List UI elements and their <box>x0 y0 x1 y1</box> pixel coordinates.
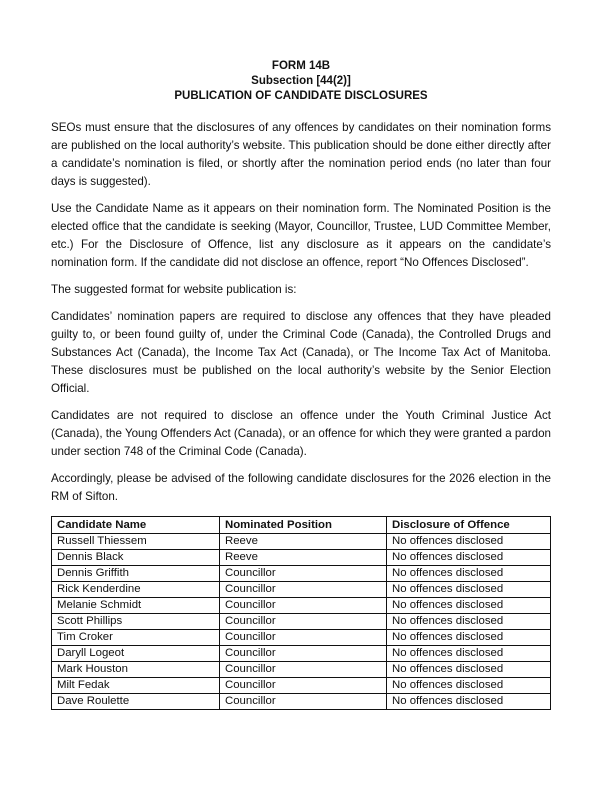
disclosure-cell: No offences disclosed <box>387 630 551 646</box>
position-cell: Councillor <box>220 678 387 694</box>
form-title: PUBLICATION OF CANDIDATE DISCLOSURES <box>174 90 428 102</box>
candidate-disclosures-table <box>51 516 551 710</box>
disclosure-cell: No offences disclosed <box>387 614 551 630</box>
paragraph-exemptions: Candidates are not required to disclose an offence under the Youth Criminal Justice Act (Canada), the Young Offenders Act (Canada), or an offence for which they were granted a pardon under section 748 of the Criminal Code (Canada). <box>51 409 551 458</box>
table-row <box>52 678 551 694</box>
paragraph-suggested-format: The suggested format for website publication is: <box>51 283 297 296</box>
form-header <box>51 59 551 104</box>
candidate-name-cell: Dennis Black <box>52 550 220 566</box>
disclosure-cell: No offences disclosed <box>387 678 551 694</box>
table-row <box>52 598 551 614</box>
paragraph-seo-requirement: SEOs must ensure that the disclosures of any offences by candidates on their nomination forms are published on the local authority’s website. This publication should be done either directly after a candidate’s nomination is filed, or shortly after the nomination period ends (no later than four days is suggested). <box>51 121 551 188</box>
paragraph-disclosure-requirement: Candidates’ nomination papers are required to disclose any offences that they have pleaded guilty to, or been found guilty of, under the Criminal Code (Canada), the Controlled Drugs and Substances Act (Canada), the Income Tax Act (Canada), or The Income Tax Act of Manitoba. These disclosures must be published on the local authority’s website by the Senior Election Official. <box>51 310 551 395</box>
disclosure-cell: No offences disclosed <box>387 566 551 582</box>
disclosure-cell: No offences disclosed <box>387 534 551 550</box>
disclosure-cell: No offences disclosed <box>387 662 551 678</box>
position-cell: Councillor <box>220 614 387 630</box>
table-row <box>52 534 551 550</box>
table-row <box>52 582 551 598</box>
position-cell: Councillor <box>220 662 387 678</box>
disclosure-cell: No offences disclosed <box>387 694 551 710</box>
position-cell: Councillor <box>220 582 387 598</box>
paragraph-advisory: Accordingly, please be advised of the following candidate disclosures for the 2026 election in the RM of Sifton. <box>51 472 551 503</box>
candidate-name-cell: Melanie Schmidt <box>52 598 220 614</box>
candidate-name-cell: Tim Croker <box>52 630 220 646</box>
table-row <box>52 614 551 630</box>
table-row <box>52 694 551 710</box>
candidate-name-cell: Rick Kenderdine <box>52 582 220 598</box>
position-cell: Councillor <box>220 646 387 662</box>
document-page <box>51 59 551 710</box>
disclosure-cell: No offences disclosed <box>387 550 551 566</box>
candidate-name-cell: Daryll Logeot <box>52 646 220 662</box>
disclosure-cell: No offences disclosed <box>387 598 551 614</box>
table-row <box>52 566 551 582</box>
candidate-name-cell: Mark Houston <box>52 662 220 678</box>
form-number: FORM 14B <box>271 60 331 72</box>
table-row <box>52 630 551 646</box>
candidate-name-cell: Dave Roulette <box>52 694 220 710</box>
column-header-disclosure: Disclosure of Offence <box>387 517 551 534</box>
column-header-nominated-position: Nominated Position <box>220 517 387 534</box>
disclosure-cell: No offences disclosed <box>387 646 551 662</box>
table-row <box>52 662 551 678</box>
candidate-name-cell: Dennis Griffith <box>52 566 220 582</box>
table-row <box>52 550 551 566</box>
table-header-row <box>52 517 551 534</box>
position-cell: Reeve <box>220 534 387 550</box>
paragraph-instructions: Use the Candidate Name as it appears on their nomination form. The Nominated Position is the elected office that the candidate is seeking (Mayor, Councillor, Trustee, LUD Committee Member, etc.) For the Disclosure of Offence, list any disclosure as it appears on the candidate’s nomination form. If the candidate did not disclose an offence, report “No Offences Disclosed”. <box>51 202 551 269</box>
disclosure-cell: No offences disclosed <box>387 582 551 598</box>
column-header-candidate-name: Candidate Name <box>52 517 220 534</box>
position-cell: Councillor <box>220 694 387 710</box>
candidate-name-cell: Russell Thiessem <box>52 534 220 550</box>
form-subsection: Subsection [44(2)] <box>251 75 351 87</box>
position-cell: Councillor <box>220 630 387 646</box>
candidate-name-cell: Scott Phillips <box>52 614 220 630</box>
position-cell: Councillor <box>220 598 387 614</box>
table-row <box>52 646 551 662</box>
position-cell: Councillor <box>220 566 387 582</box>
position-cell: Reeve <box>220 550 387 566</box>
candidate-name-cell: Milt Fedak <box>52 678 220 694</box>
